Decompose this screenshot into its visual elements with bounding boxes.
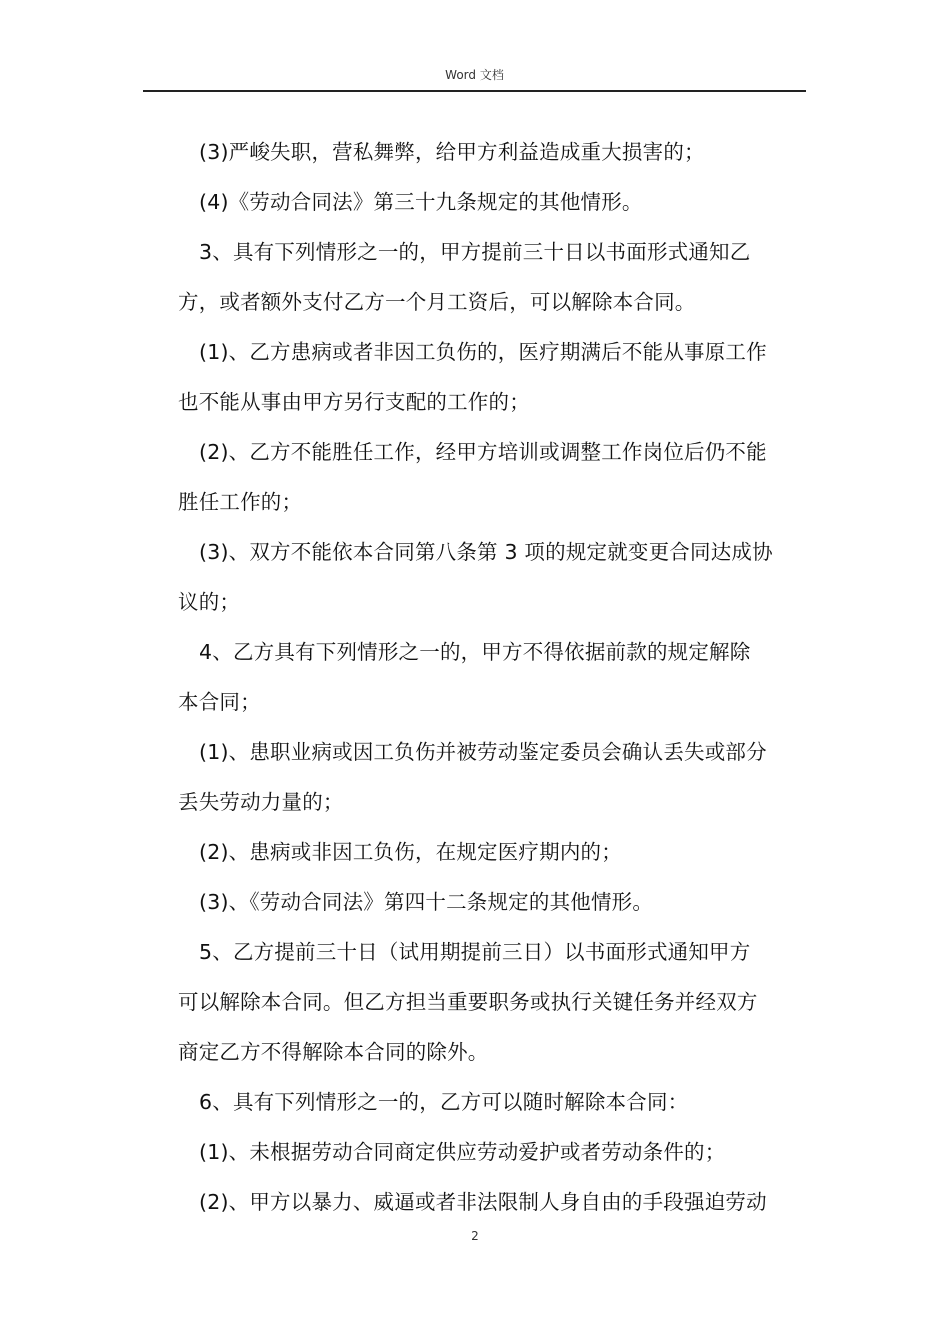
text-line: (2)、患病或非因工负伤，在规定医疗期内的； (199, 840, 622, 864)
text-line: (2)、甲方以暴力、威逼或者非法限制人身自由的手段强迫劳动 (199, 1190, 767, 1214)
text-line: 胜任工作的； (178, 490, 303, 514)
text-line: (1)、未根据劳动合同商定供应劳动爱护或者劳动条件的； (199, 1140, 726, 1164)
text-line: 3、具有下列情形之一的，甲方提前三十日以书面形式通知乙 (199, 240, 751, 264)
header-title: Word 文档 (445, 68, 504, 82)
text-line: 方，或者额外支付乙方一个月工资后，可以解除本合同。 (178, 290, 696, 314)
text-line: 4、乙方具有下列情形之一的，甲方不得依据前款的规定解除 (199, 640, 751, 664)
text-line: (3)、双方不能依本合同第八条第 3 项的规定就变更合同达成协 (199, 540, 773, 564)
text-line: 5、乙方提前三十日（试用期提前三日）以书面形式通知甲方 (199, 940, 751, 964)
text-line: 本合同； (178, 690, 261, 714)
text-line: 6、具有下列情形之一的，乙方可以随时解除本合同： (199, 1090, 689, 1114)
page-footer (0, 1229, 950, 1243)
text-line: 丢失劳动力量的； (178, 790, 344, 814)
text-line: (2)、乙方不能胜任工作，经甲方培训或调整工作岗位后仍不能 (199, 440, 767, 464)
text-line: (4)《劳动合同法》第三十九条规定的其他情形。 (199, 190, 643, 214)
text-line: 商定乙方不得解除本合同的除外。 (178, 1040, 489, 1064)
text-line: 议的； (178, 590, 241, 614)
page-header (143, 64, 806, 92)
document-body (178, 127, 808, 1227)
text-line: (1)、患职业病或因工负伤并被劳动鉴定委员会确认丢失或部分 (199, 740, 767, 764)
text-line: (1)、乙方患病或者非因工负伤的，医疗期满后不能从事原工作 (199, 340, 767, 364)
text-line: (3)严峻失职，营私舞弊，给甲方利益造成重大损害的； (199, 140, 705, 164)
text-line: (3)、《劳动合同法》第四十二条规定的其他情形。 (199, 890, 654, 914)
page-number: 2 (471, 1229, 479, 1243)
text-line: 也不能从事由甲方另行支配的工作的； (178, 390, 530, 414)
text-line: 可以解除本合同。但乙方担当重要职务或执行关键任务并经双方 (178, 990, 758, 1014)
